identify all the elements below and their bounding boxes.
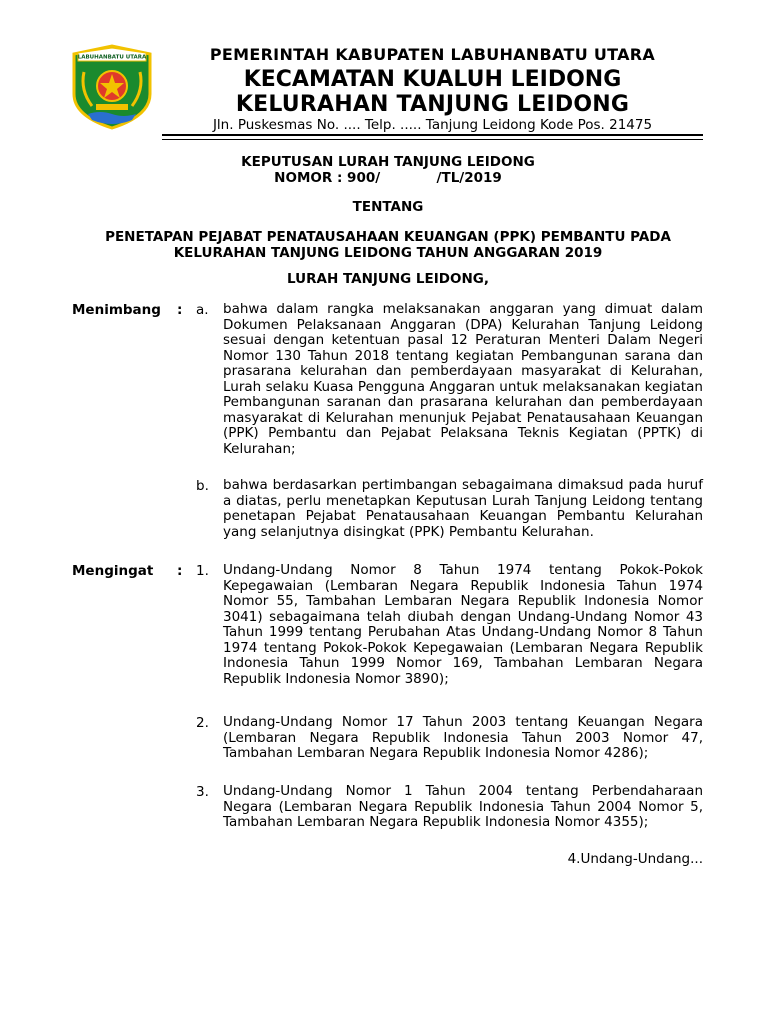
letterhead-rule-thin [162, 139, 703, 140]
menimbang-colon: : [177, 302, 183, 318]
letterhead-rule-thick [162, 134, 703, 136]
mengingat-item-1: Undang-Undang Nomor 8 Tahun 1974 tentang Pokok-Pokok Kepegawaian (Lembaran Negara Republik Indonesia Tahun 1974 Nomor 55, Tambahan Lembaran Negara Republik Indonesia Nomor 3041) sebagaimana telah diubah dengan Undang-Undang Nomor 43 Tahun 1999 tentang Perubahan Atas Undang-Undang Nomor 8 Tahun 1974 tentang Pokok-Pokok Kepegawaian (Lembaran Negara Republik Indonesia Tahun 1999 Nomor 169, Tambahan Lembaran Negara Republik Indonesia Nomor 3890); [223, 562, 703, 687]
svg-text:LABUHANBATU UTARA: LABUHANBATU UTARA [77, 54, 147, 61]
page-continuation: 4.Undang-Undang... [567, 851, 703, 867]
decree-title: KEPUTUSAN LURAH TANJUNG LEIDONG [241, 154, 535, 170]
menimbang-item-a: bahwa dalam rangka melaksanakan anggaran yang dimuat dalam Dokumen Pelaksanaan Anggaran (DPA) Kelurahan Tanjung Leidong sesuai dengan ketentuan pasal 12 Peraturan Menteri Dalam Negeri Nomor 130 Tahun 2018 tentang kegiatan Pembangunan sarana dan prasarana kelurahan dan pemberdayaan masyarakat di Kelurahan, Lurah selaku Kuasa Pengguna Anggaran untuk melaksanakan kegiatan Pembangunan saranan dan prasarana kelurahan dan pemberdayaan masyarakat di Kelurahan menunjuk Pejabat Penatausahaan Keuangan (PPK) Pembantu dan Pejabat Pelaksana Teknis Kegiatan (PPTK) di Kelurahan; [223, 301, 703, 457]
mengingat-item-3: Undang-Undang Nomor 1 Tahun 2004 tentang Perbendaharaan Negara (Lembaran Negara Republik Indonesia Tahun 2004 Nomor 5, Tambahan Lembaran Negara Republik Indonesia Nomor 4355); [223, 783, 703, 830]
district-name: KECAMATAN KUALUH LEIDONG [243, 67, 622, 92]
decree-about-heading: TENTANG [352, 199, 424, 215]
menimbang-label: Menimbang [72, 302, 161, 318]
mengingat-colon: : [177, 563, 183, 579]
decree-subject: PENETAPAN PEJABAT PENATAUSAHAAN KEUANGAN (PPK) PEMBANTU PADA KELURAHAN TANJUNG LEIDONG TAHUN ANGGARAN 2019 [105, 229, 671, 261]
list-item-marker: a. [196, 302, 209, 318]
decree-number: NOMOR : 900/ /TL/2019 [274, 170, 502, 186]
mengingat-label: Mengingat [72, 563, 154, 579]
list-item-marker: 1. [196, 563, 209, 579]
menimbang-item-b: bahwa berdasarkan pertimbangan sebagaimana dimaksud pada huruf a diatas, perlu menetapkan Keputusan Lurah Tanjung Leidong tentang penetapan Pejabat Penatausahaan Keuangan Pembantu Kelurahan yang selanjutnya disingkat (PPK) Pembantu Kelurahan. [223, 477, 703, 540]
regency-emblem-logo [70, 44, 154, 130]
village-name: KELURAHAN TANJUNG LEIDONG [235, 92, 630, 117]
government-name: PEMERINTAH KABUPATEN LABUHANBATU UTARA [209, 45, 656, 64]
mengingat-item-2: Undang-Undang Nomor 17 Tahun 2003 tentang Keuangan Negara (Lembaran Negara Republik Indonesia Tahun 2003 Nomor 47, Tambahan Lembaran Negara Republik Indonesia Nomor 4286); [223, 714, 703, 761]
list-item-marker: b. [196, 478, 209, 494]
list-item-marker: 2. [196, 715, 209, 731]
office-address: Jln. Puskesmas No. .... Telp. ..... Tanjung Leidong Kode Pos. 21475 [212, 117, 653, 133]
list-item-marker: 3. [196, 784, 209, 800]
decree-authority: LURAH TANJUNG LEIDONG, [287, 271, 489, 287]
